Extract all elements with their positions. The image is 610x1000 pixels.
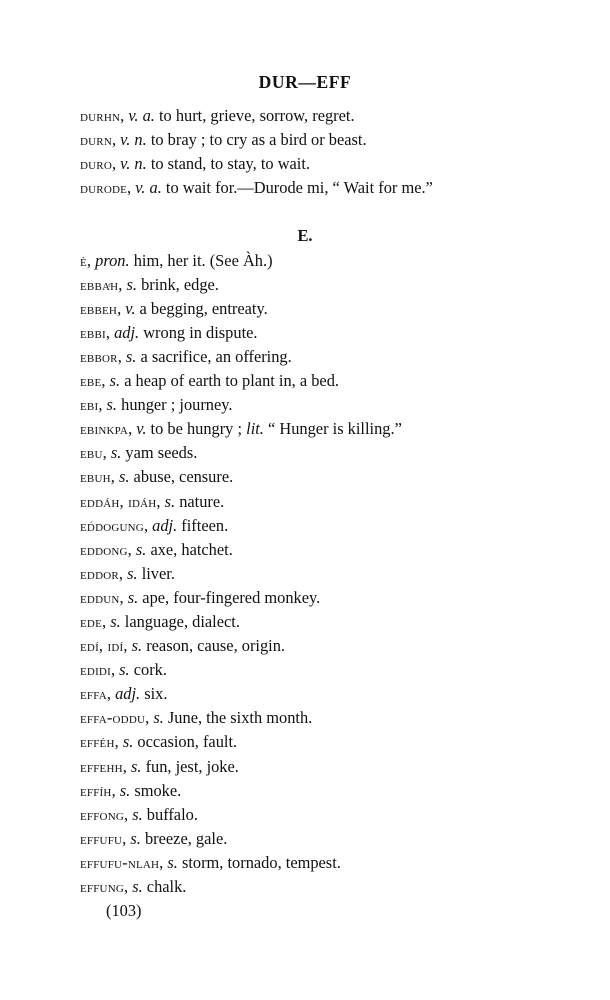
dictionary-entry: ebu, s. yam seeds. — [80, 443, 198, 463]
dictionary-entry: ebe, s. a heap of earth to plant in, a bed. — [80, 371, 340, 391]
entry-headword: ede — [80, 611, 102, 631]
entry-part-of-speech: adj. — [152, 515, 178, 535]
dictionary-entry: eddun, s. ape, four-fingered monkey. — [80, 587, 321, 607]
dictionary-entry: eddáh, idáh, s. nature. — [80, 491, 225, 511]
entry-part-of-speech: v. a. — [135, 178, 162, 198]
entry-literal-marker: lit. — [246, 419, 264, 439]
entry-headword: eddong — [80, 539, 128, 559]
dictionary-entry: edí, idí, s. reason, cause, origin. — [80, 636, 286, 656]
running-head: DUR—EFF — [258, 72, 352, 92]
entry-headword: duro — [80, 154, 112, 174]
entry-definition: storm, tornado, tempest. — [181, 852, 341, 872]
entry-headword: ebu — [80, 443, 103, 463]
entry-part-of-speech: adj. — [114, 322, 140, 342]
entry-part-of-speech: s. — [132, 877, 143, 896]
entry-headword: effong — [80, 804, 124, 824]
entry-headword: effung — [80, 877, 124, 896]
entry-part-of-speech: s. — [106, 395, 118, 415]
entry-headword: ebinkpa — [80, 419, 129, 439]
entry-definition: buffalo. — [146, 804, 198, 824]
entry-literal-gloss: “ Hunger is killing.” — [268, 419, 402, 439]
entry-part-of-speech: s. — [119, 780, 131, 800]
dictionary-entry: ebbaͨh, s. brink, edge. — [80, 274, 219, 294]
dictionary-entry: ebuh, s. abuse, censure. — [80, 467, 234, 487]
entry-definition: occasion, fault. — [137, 732, 238, 752]
entry-definition: fifteen. — [181, 515, 229, 535]
dictionary-entry: effehh, s. fun, jest, joke. — [80, 756, 239, 776]
entry-headword: ebbaͨh — [80, 274, 119, 294]
entry-definition: ape, four-fingered monkey. — [142, 587, 321, 607]
entry-definition: liver. — [141, 563, 175, 583]
entry-definition: a heap of earth to plant in, a bed. — [124, 371, 340, 391]
entry-headword: edí, idí — [80, 636, 124, 656]
dictionary-entry: durode, v. a. to wait for.—Durode mi, “ Wait for me.” — [80, 178, 433, 198]
entry-part-of-speech: s. — [118, 467, 130, 487]
entry-headword: effufu — [80, 828, 123, 848]
entry-definition: to hurt, grieve, sorrow, regret. — [158, 106, 355, 125]
entry-headword: ebbor — [80, 346, 118, 366]
entry-definition: June, the sixth month. — [167, 708, 313, 728]
entry-headword: effa-oddu — [80, 708, 146, 728]
entry-definition: language, dialect. — [124, 611, 240, 631]
entry-headword: durhn — [80, 106, 121, 125]
entry-part-of-speech: s. — [130, 756, 142, 776]
entry-headword: ebbi — [80, 322, 106, 342]
entry-part-of-speech: s. — [132, 804, 143, 824]
entry-definition: to bray ; to cry as a bird or beast. — [150, 130, 367, 150]
dictionary-entry: ebbor, s. a sacrifice, an offering. — [80, 346, 292, 366]
entry-part-of-speech: s. — [125, 346, 137, 366]
entry-definition: wrong in dispute. — [143, 322, 258, 342]
dictionary-entry: effa, adj. six. — [80, 684, 168, 704]
entry-definition: to be hungry ; — [150, 419, 247, 439]
entry-part-of-speech: s. — [164, 491, 176, 511]
entry-headword: efféh — [80, 732, 115, 752]
entry-headword: effíh — [80, 780, 112, 800]
dictionary-entry: effufu-nlah, s. storm, tornado, tempest. — [80, 852, 341, 872]
entry-definition: six. — [144, 684, 168, 704]
entry-definition: abuse, censure. — [133, 467, 234, 487]
entry-part-of-speech: s. — [127, 587, 139, 607]
entry-headword: effehh — [80, 756, 123, 776]
entry-definition: brink, edge. — [141, 274, 219, 294]
entry-headword: eddor — [80, 563, 119, 583]
entry-headword: eddáh, idáh — [80, 491, 157, 511]
entry-part-of-speech: s. — [126, 274, 137, 294]
entry-definition: yam seeds. — [125, 443, 198, 463]
dictionary-entry: eddor, s. liver. — [80, 563, 175, 583]
dictionary-entry: ede, s. language, dialect. — [80, 611, 240, 631]
entry-definition: to stand, to stay, to wait. — [150, 154, 311, 174]
dictionary-entry: efféh, s. occasion, fault. — [80, 732, 238, 752]
entry-part-of-speech: s. — [153, 708, 164, 728]
dictionary-entry: edidi, s. cork. — [80, 660, 167, 680]
entry-headword: ebi — [80, 395, 99, 415]
dictionary-entry: durhn, v. a. to hurt, grieve, sorrow, regret. — [80, 106, 355, 125]
entry-headword: effufu-nlah — [80, 852, 160, 872]
dictionary-entry: effa-oddu, s. June, the sixth month. — [80, 708, 313, 728]
entry-headword: durode — [80, 178, 128, 198]
dictionary-entry: ed́dogung, adj. fifteen. — [80, 515, 229, 535]
entry-definition: axe, hatchet. — [150, 539, 233, 559]
entry-headword: edidi — [80, 660, 111, 680]
entry-definition: breeze, gale. — [144, 828, 228, 848]
entry-definition: him, her it. (See Àh.) — [133, 250, 273, 270]
entry-headword: eddun — [80, 587, 120, 607]
entry-part-of-speech: v. n. — [120, 130, 147, 150]
entry-definition: cork. — [133, 660, 167, 680]
entry-definition: smoke. — [134, 780, 182, 800]
dictionary-entry: duro, v. n. to stand, to stay, to wait. — [80, 154, 311, 174]
dictionary-entry: durn, v. n. to bray ; to cry as a bird or beast. — [80, 130, 367, 150]
entry-headword: ebe — [80, 371, 102, 391]
entry-headword: effa — [80, 684, 107, 704]
entry-part-of-speech: s. — [109, 371, 121, 391]
dictionary-entry: ebinkpa, v. to be hungry ; lit. “ Hunger is killing.” — [80, 419, 402, 439]
entry-part-of-speech: v. a. — [128, 106, 155, 125]
entry-definition: to wait for.—Durode mi, “ Wait for me.” — [165, 178, 433, 198]
entry-definition: chalk. — [146, 877, 187, 896]
dictionary-entry: eddong, s. axe, hatchet. — [80, 539, 233, 559]
dictionary-entry: effíh, s. smoke. — [80, 780, 182, 800]
entry-part-of-speech: s. — [119, 660, 130, 680]
entry-headword: ebbeh — [80, 298, 118, 318]
section-heading: E. — [297, 226, 313, 246]
entry-part-of-speech: v. — [136, 419, 147, 439]
entry-headword: ed́dogung — [80, 515, 144, 535]
entry-part-of-speech: s. — [167, 852, 178, 872]
text-column — [80, 104, 540, 923]
section-spacer — [80, 200, 540, 224]
entry-definition: nature. — [179, 491, 225, 511]
entry-part-of-speech: s. — [131, 636, 143, 656]
entry-part-of-speech: s. — [135, 539, 147, 559]
dictionary-entry: effufu, s. breeze, gale. — [80, 828, 228, 848]
entry-part-of-speech: s. — [110, 611, 121, 631]
entry-part-of-speech: s. — [110, 443, 122, 463]
entry-definition: fun, jest, joke. — [145, 756, 239, 776]
entry-definition: reason, cause, origin. — [146, 636, 286, 656]
entry-headword: è — [80, 250, 87, 270]
entry-part-of-speech: adj. — [115, 684, 141, 704]
entry-part-of-speech: v. — [125, 298, 136, 318]
dictionary-entry: ebi, s. hunger ; journey. — [80, 395, 233, 415]
entry-definition: a begging, entreaty. — [139, 298, 268, 318]
entry-part-of-speech: s. — [130, 828, 141, 848]
entry-part-of-speech: s. — [127, 563, 138, 583]
entry-headword: durn — [80, 130, 112, 150]
entry-definition: a sacrifice, an offering. — [140, 346, 292, 366]
entry-part-of-speech: s. — [122, 732, 134, 752]
page-number: (103) — [106, 901, 142, 921]
entry-definition: hunger ; journey. — [121, 395, 233, 415]
dictionary-entry: effung, s. chalk. — [80, 877, 187, 896]
dictionary-entry: ebbi, adj. wrong in dispute. — [80, 322, 258, 342]
entry-part-of-speech: pron. — [95, 250, 130, 270]
entry-headword: ebuh — [80, 467, 111, 487]
dictionary-entry: ebbeh, v. a begging, entreaty. — [80, 298, 268, 318]
dictionary-entry: è, pron. him, her it. (See Àh.) — [80, 250, 273, 270]
dictionary-entry: effong, s. buffalo. — [80, 804, 198, 824]
entry-part-of-speech: v. n. — [120, 154, 147, 174]
